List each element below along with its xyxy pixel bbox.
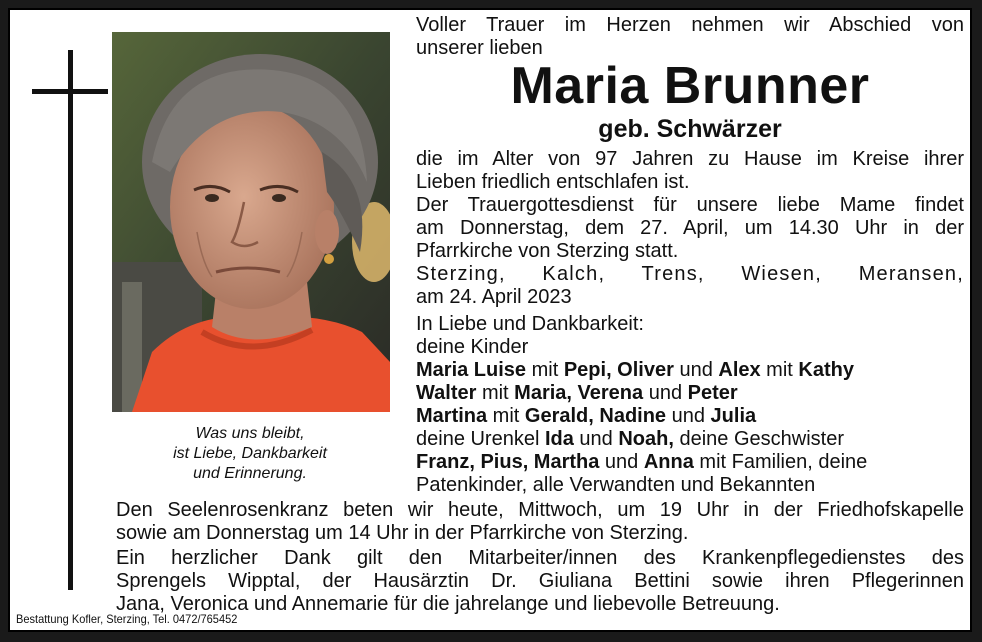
body-line: deine Kinder xyxy=(416,336,529,358)
maiden-name: geb. Schwärzer xyxy=(598,115,782,143)
cross-icon xyxy=(68,50,73,590)
family-name: Maria Luise xyxy=(416,359,527,381)
quote-line: und Erinnerung. xyxy=(193,465,307,482)
family-line xyxy=(416,451,964,474)
portrait-photo xyxy=(112,32,390,412)
family-connector: mit xyxy=(760,359,799,381)
family-connector: deine Geschwister xyxy=(673,428,844,450)
family-connector: mit Familien, deine xyxy=(693,451,868,473)
quote-line: ist Liebe, Dankbarkeit xyxy=(173,445,327,462)
date-line: am 24. April 2023 xyxy=(416,286,572,308)
family-name: Gerald, Nadine xyxy=(524,405,667,427)
body-line: Sterzing, Kalch, Trens, Wiesen, Meransen, xyxy=(416,263,964,285)
body-line: Der Trauergottesdienst für unsere liebe Mame findet xyxy=(416,194,964,216)
memorial-quote xyxy=(120,424,380,484)
family-connector: und xyxy=(599,451,644,473)
family-connector: mit xyxy=(476,382,515,404)
quote-line: Was uns bleibt, xyxy=(195,425,305,442)
family-connector: und xyxy=(666,405,711,427)
body-line: In Liebe und Dankbarkeit: xyxy=(416,313,644,335)
obituary-card xyxy=(8,8,972,632)
body-line: die im Alter von 97 Jahren zu Hause im Kreise ihrer xyxy=(416,148,964,170)
family-connector: und xyxy=(673,359,719,381)
family-connector: und xyxy=(573,428,619,450)
family-name: Maria, Verena xyxy=(514,382,644,404)
intro-line: unserer lieben xyxy=(416,37,543,59)
family-name: Walter xyxy=(416,382,477,404)
family-name: Peter xyxy=(687,382,738,404)
family-line xyxy=(416,405,964,428)
thanks-line: Jana, Veronica und Annemarie für die jahrelange und liebevolle Betreuung. xyxy=(116,593,780,615)
family-line xyxy=(416,382,964,405)
rosary-line: Den Seelenrosenkranz beten wir heute, Mittwoch, um 19 Uhr in der Friedhofskapelle xyxy=(116,499,964,521)
family-name: Pepi, Oliver xyxy=(563,359,674,381)
family-connector: und xyxy=(643,382,688,404)
family-connector: mit xyxy=(526,359,564,381)
body-line: Lieben friedlich entschlafen ist. xyxy=(416,171,690,193)
family-name: Noah, xyxy=(618,428,674,450)
family-line xyxy=(416,428,964,451)
thanks-line: Sprengels Wipptal, der Hausärztin Dr. Giuliana Bettini sowie ihren Pflegerinnen xyxy=(116,570,964,592)
family-name: Kathy xyxy=(798,359,854,381)
family-line: Patenkinder, alle Verwandten und Bekannten xyxy=(416,474,816,496)
body-line: Pfarrkirche von Sterzing statt. xyxy=(416,240,679,262)
funeral-home-credit: Bestattung Kofler, Sterzing, Tel. 0472/765452 xyxy=(16,612,238,626)
family-name: Franz, Pius, Martha xyxy=(416,451,600,473)
rosary-line: sowie am Donnerstag um 14 Uhr in der Pfarrkirche von Sterzing. xyxy=(116,522,689,544)
family-name: Julia xyxy=(710,405,757,427)
family-connector: mit xyxy=(487,405,525,427)
family-name: Alex xyxy=(718,359,761,381)
family-connector: deine Urenkel xyxy=(416,428,545,450)
family-name: Martina xyxy=(416,405,488,427)
family-name: Anna xyxy=(643,451,694,473)
intro-line: Voller Trauer im Herzen nehmen wir Abschied von xyxy=(416,14,964,36)
cross-icon-bar xyxy=(32,89,108,94)
family-line xyxy=(416,359,964,382)
thanks-line: Ein herzlicher Dank gilt den Mitarbeiter/innen des Krankenpflegedienstes des xyxy=(116,547,964,569)
family-name: Ida xyxy=(544,428,574,450)
body-line: am Donnerstag, dem 27. April, um 14.30 Uhr in der xyxy=(416,217,964,239)
deceased-name: Maria Brunner xyxy=(510,57,870,115)
